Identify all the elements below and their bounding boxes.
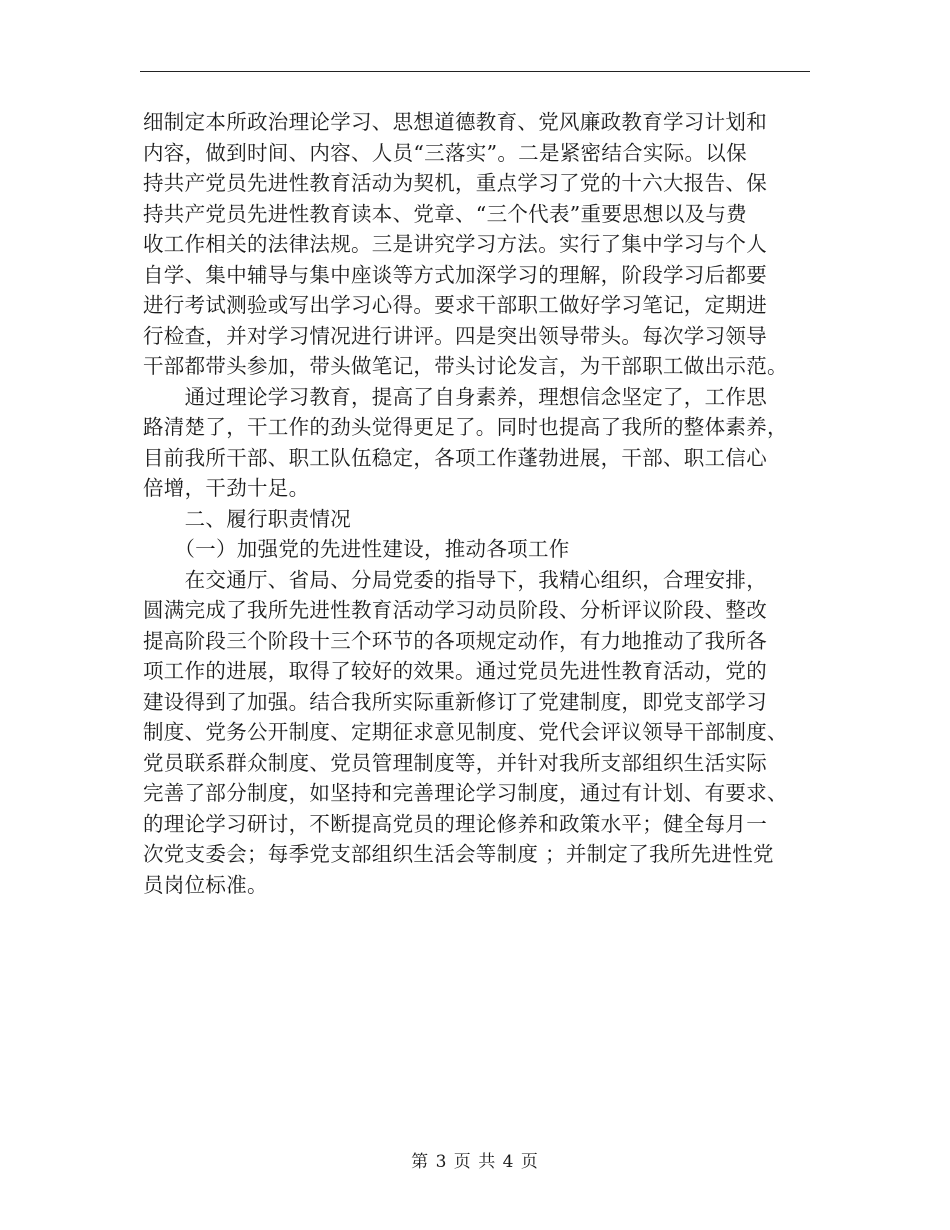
text-line: 制度、党务公开制度、定期征求意见制度、党代会评议领导干部制度、 (143, 720, 788, 744)
text-line: 自学、集中辅导与集中座谈等方式加深学习的理解，阶段学习后都要 (143, 262, 767, 287)
text-line: 建设得到了加强。结合我所实际重新修订了党建制度，即党支部学习 (143, 689, 767, 714)
text-line: 内容，做到时间、内容、人员“三落实”。二是紧密结合实际。以保 (143, 140, 747, 165)
text-line: 在交通厅、省局、分局党委的指导下，我精心组织，合理安排， (143, 567, 767, 592)
text-line: 进行考试测验或写出学习心得。要求干部职工做好学习笔记，定期进 (143, 293, 767, 317)
text-line: 项工作的进展，取得了较好的效果。通过党员先进性教育活动，党的 (143, 659, 767, 683)
text-line: 行检查，并对学习情况进行讲评。四是突出领导带头。每次学习领导 (143, 323, 767, 348)
section-heading: 二、履行职责情况 (143, 506, 351, 531)
page-number: 第 3 页 共 4 页 (411, 1152, 539, 1172)
text-line: 员岗位标准。 (143, 872, 268, 897)
body-text (143, 107, 810, 900)
text-line: 提高阶段三个阶段十三个环节的各项规定动作，有力地推动了我所各 (143, 628, 767, 653)
text-line: 通过理论学习教育，提高了自身素养，理想信念坚定了，工作思 (143, 384, 767, 409)
subsection-heading: （一）加强党的先进性建设，推动各项工作 (143, 537, 570, 561)
text-line: 路清楚了，干工作的劲头觉得更足了。同时也提高了我所的整体素养， (143, 415, 788, 439)
text-line: 次党支委会；每季党支部组织生活会等制度 ；并制定了我所先进性党 (143, 842, 774, 866)
text-line: 持共产党员先进性教育活动为契机，重点学习了党的十六大报告、保 (143, 171, 767, 195)
text-line: 的理论学习研讨，不断提高党员的理论修养和政策水平；健全每月一 (143, 811, 767, 836)
text-line: 党员联系群众制度、党员管理制度等，并针对我所支部组织生活实际 (143, 750, 767, 775)
text-line: 细制定本所政治理论学习、思想道德教育、党风廉政教育学习计划和 (143, 110, 767, 134)
text-line: 倍增，干劲十足。 (143, 476, 310, 500)
text-line: 圆满完成了我所先进性教育活动学习动员阶段、分析评议阶段、整改 (143, 598, 767, 622)
text-line: 干部都带头参加，带头做笔记，带头讨论发言，为干部职工做出示范。 (143, 354, 788, 378)
text-line: 目前我所干部、职工队伍稳定，各项工作蓬勃进展，干部、职工信心 (143, 445, 767, 470)
text-line: 完善了部分制度，如坚持和完善理论学习制度，通过有计划、有要求、 (143, 781, 788, 805)
text-line: 持共产党员先进性教育读本、党章、“三个代表”重要思想以及与费 (143, 201, 747, 226)
text-line: 收工作相关的法律法规。三是讲究学习方法。实行了集中学习与个人 (143, 232, 767, 256)
header-rule (140, 71, 810, 72)
